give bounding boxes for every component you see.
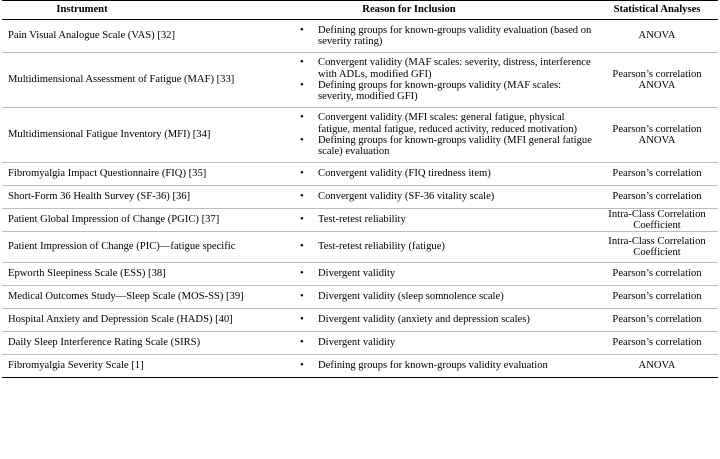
analysis-text: Pearson’s correlation (612, 314, 702, 326)
analyses-cell (596, 209, 718, 232)
reason-item: • Convergent validity (MFI scales: general fatigue, physical fatigue, mental fatigue, reduced activity, reduced motivation) (300, 112, 596, 135)
analysis-text: Pearson’s correlation (612, 68, 702, 80)
analysis-text: Pearson’s correlation (612, 123, 702, 135)
instrument-cell: Medical Outcomes Study—Sleep Scale (MOS-SS) [39] (8, 291, 244, 303)
table-row (2, 108, 718, 163)
reason-cell (282, 25, 596, 48)
instrument-cell: Multidimensional Assessment of Fatigue (MAF) [33] (8, 74, 235, 86)
header-instrument: Instrument (56, 4, 108, 16)
reason-list (300, 360, 596, 371)
reason-item: • Defining groups for known-groups validity evaluation (based on severity rating) (300, 25, 596, 48)
analyses-cell (596, 236, 718, 259)
reason-item: • Defining groups for known-groups validity (MFI general fatigue scale) evaluation (300, 135, 596, 158)
table-row (2, 186, 718, 209)
table-row (2, 53, 718, 108)
reason-item: • Convergent validity (SF-36 vitality scale) (300, 191, 596, 202)
table-body (2, 20, 718, 378)
analyses-cell (596, 168, 718, 179)
reason-item: • Divergent validity (300, 268, 596, 279)
reason-list (300, 112, 596, 157)
analysis-text: Pearson’s correlation (612, 268, 702, 280)
header-analyses: Statistical Analyses (613, 4, 701, 16)
analysis-text: Pearson’s correlation (612, 168, 702, 180)
analysis-text: Intra-Class Correlation Coefficient (608, 235, 706, 258)
reason-list (300, 25, 596, 48)
reason-list (300, 241, 596, 252)
reason-list (300, 57, 596, 102)
reason-cell (282, 314, 596, 325)
reason-list (300, 168, 596, 179)
table-row (2, 209, 718, 232)
instrument-cell: Fibromyalgia Severity Scale [1] (8, 360, 144, 372)
table-row (2, 332, 718, 355)
reason-cell (282, 191, 596, 202)
reason-cell (282, 337, 596, 348)
table-row (2, 263, 718, 286)
reason-list (300, 337, 596, 348)
reason-cell (282, 241, 596, 252)
table-row (2, 309, 718, 332)
instrument-cell: Patient Global Impression of Change (PGIC) [37] (8, 214, 220, 226)
instruments-table (2, 0, 718, 378)
reason-cell (282, 360, 596, 371)
analysis-text: ANOVA (638, 360, 676, 372)
table-header (2, 0, 718, 20)
instrument-cell: Short-Form 36 Health Survey (SF-36) [36] (8, 191, 191, 203)
reason-item: • Convergent validity (FIQ tiredness item) (300, 168, 596, 179)
reason-item: • Defining groups for known-groups validity (MAF scales: severity, modified GFI) (300, 80, 596, 103)
reason-cell (282, 291, 596, 302)
reason-list (300, 314, 596, 325)
analyses-cell (596, 360, 718, 371)
table-row (2, 20, 718, 53)
table-row (2, 163, 718, 186)
instrument-cell: Hospital Anxiety and Depression Scale (HADS) [40] (8, 314, 233, 326)
instrument-cell: Pain Visual Analogue Scale (VAS) [32] (8, 30, 175, 42)
analyses-cell (596, 30, 718, 41)
instrument-cell: Daily Sleep Interference Rating Scale (SIRS) (8, 337, 201, 349)
reason-item: • Defining groups for known-groups validity evaluation (300, 360, 596, 371)
analysis-text: ANOVA (638, 135, 676, 146)
reason-list (300, 268, 596, 279)
analyses-cell (596, 337, 718, 348)
analyses-cell (596, 124, 718, 147)
analyses-cell (596, 69, 718, 92)
reason-item: • Test-retest reliability (fatigue) (300, 241, 596, 252)
reason-list (300, 214, 596, 225)
analysis-text: ANOVA (638, 80, 676, 91)
instrument-cell: Multidimensional Fatigue Inventory (MFI) [34] (8, 129, 211, 141)
reason-cell (282, 112, 596, 157)
analyses-cell (596, 291, 718, 302)
instrument-cell: Epworth Sleepiness Scale (ESS) [38] (8, 268, 166, 280)
reason-cell (282, 168, 596, 179)
table-row (2, 286, 718, 309)
reason-cell (282, 268, 596, 279)
analyses-cell (596, 314, 718, 325)
analysis-text: Intra-Class Correlation Coefficient (608, 208, 706, 231)
reason-item: • Convergent validity (MAF scales: severity, distress, interference with ADLs, modified GFI) (300, 57, 596, 80)
instrument-cell: Patient Impression of Change (PIC)—fatigue specific (8, 241, 236, 253)
reason-item: • Divergent validity (sleep somnolence scale) (300, 291, 596, 302)
reason-list (300, 291, 596, 302)
instrument-cell: Fibromyalgia Impact Questionnaire (FIQ) [35] (8, 168, 207, 180)
reason-item: • Divergent validity (300, 337, 596, 348)
analyses-cell (596, 268, 718, 279)
reason-cell (282, 57, 596, 102)
table-row (2, 355, 718, 378)
analysis-text: Pearson’s correlation (612, 191, 702, 203)
analyses-cell (596, 191, 718, 202)
reason-list (300, 191, 596, 202)
analysis-text: ANOVA (638, 30, 676, 42)
analysis-text: Pearson’s correlation (612, 291, 702, 303)
table-row (2, 232, 718, 263)
header-reason: Reason for Inclusion (362, 4, 456, 16)
analysis-text: Pearson’s correlation (612, 337, 702, 349)
reason-item: • Divergent validity (anxiety and depression scales) (300, 314, 596, 325)
reason-cell (282, 214, 596, 225)
reason-item: • Test-retest reliability (300, 214, 596, 225)
